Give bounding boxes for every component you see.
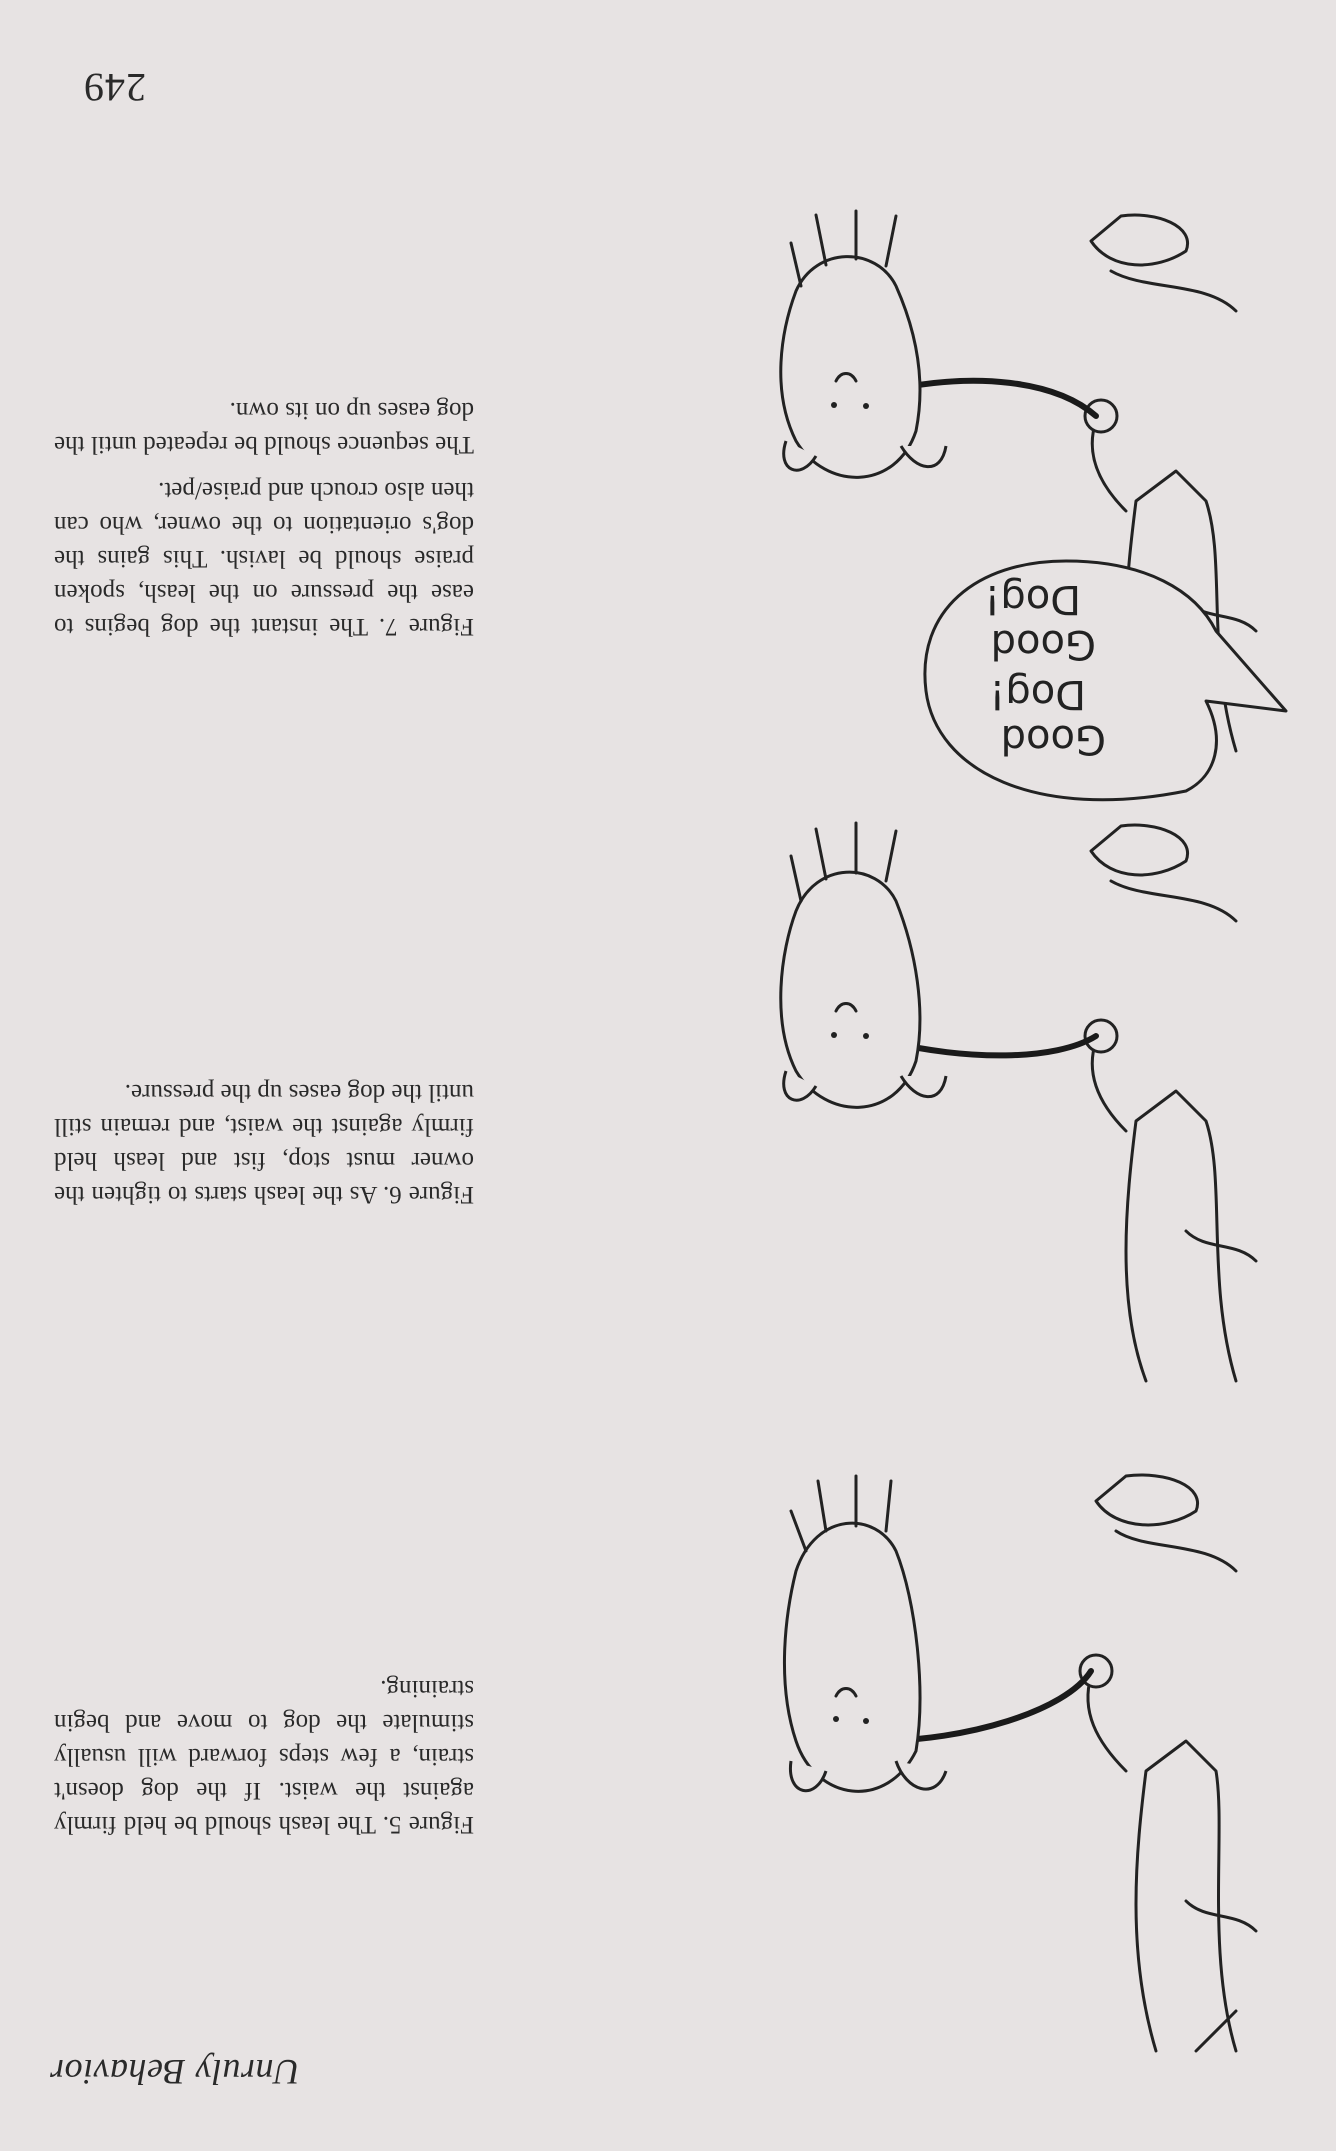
speech-text-line-3: Good: [990, 621, 1096, 667]
owner-and-dog-drawing: [756, 811, 1296, 1421]
speech-text-line-1: Good: [1000, 716, 1106, 762]
figure-6-caption: [54, 1063, 474, 1211]
figure-6-illustration: [756, 811, 1296, 1421]
figure-7-caption-note: The sequence should be repeated until the dog eases up on its own.: [54, 397, 474, 458]
speech-bubble: [925, 561, 1286, 800]
speech-text-line-2: Dog!: [989, 671, 1086, 717]
speech-text-line-4: Dog!: [984, 576, 1081, 622]
owner-and-dog-drawing: [756, 201, 1296, 811]
figure-5-illustration: [756, 1461, 1296, 2071]
figure-5-caption-text: Figure 5. The leash should be held firmly against the waist. If the dog doesn't strain, a few steps forward will usually stimulate the dog to move and begin straining.: [54, 1675, 474, 1838]
figure-5-caption: [54, 1659, 474, 1841]
figure-6-caption-text: Figure 6. As the leash starts to tighten the owner must stop, fist and leash held firmly against the waist, and remain still until the dog eases up the pressure.: [54, 1079, 474, 1208]
figure-7-illustration: [756, 201, 1296, 811]
figure-7-caption-text: Figure 7. The instant the dog begins to ease the pressure on the leash, spoken praise should be lavish. This gains the dog's orientation to the owner, who can then also crouch and praise/pet.: [54, 477, 474, 640]
running-head: Unruly Behavior: [49, 2052, 300, 2092]
figure-7-caption: [54, 381, 474, 643]
owner-and-dog-drawing: [756, 1461, 1296, 2071]
page-number: 249: [83, 65, 146, 110]
